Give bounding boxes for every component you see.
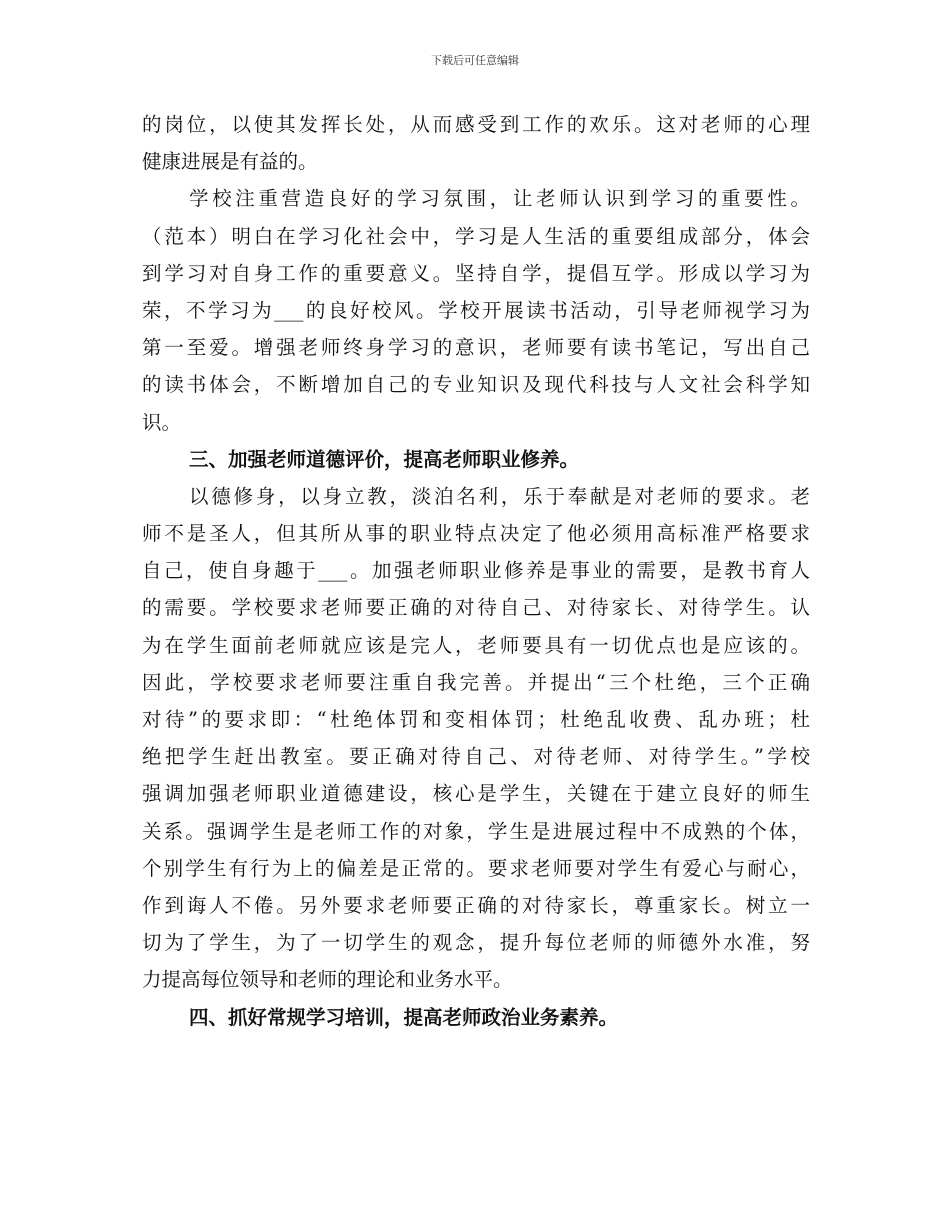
page-header: 下载后可任意编辑 <box>431 54 519 67</box>
text-line: 的读书体会，不断增加自己的专业知识及现代科技与人文社会科学知 <box>142 373 810 397</box>
text-line: 关系。强调学生是老师工作的对象，学生是进展过程中不成熟的个体， <box>142 819 810 843</box>
text-line: 自己，使自身趣于___。加强老师职业修养是事业的需要，是教书育人 <box>142 559 810 583</box>
text-line: 切为了学生，为了一切学生的观念，提升每位老师的师德外水准，努 <box>142 931 810 955</box>
text-line: 荣，不学习为___的良好校风。学校开展读书活动，引导老师视学习为 <box>142 298 810 322</box>
text-line: 以德修身，以身立教，淡泊名利，乐于奉献是对老师的要求。老 <box>189 484 810 508</box>
text-line: 师不是圣人，但其所从事的职业特点决定了他必须用高标准严格要求 <box>142 522 810 546</box>
text-line: 健康进展是有益的。 <box>142 150 318 174</box>
text-line: 作到诲人不倦。另外要求老师要正确的对待家长，尊重家长。树立一 <box>142 893 810 917</box>
document-body <box>142 106 810 1036</box>
text-line: 因此，学校要求老师要注重自我完善。并提出“三个杜绝，三个正确 <box>142 670 810 694</box>
paragraph-2 <box>142 180 810 440</box>
text-line: 个别学生有行为上的偏差是正常的。要求老师要对学生有爱心与耐心， <box>142 856 810 880</box>
text-line: 第一至爱。增强老师终身学习的意识，老师要有读书笔记，写出自己 <box>142 336 810 360</box>
text-line: 学校注重营造良好的学习氛围，让老师认识到学习的重要性。 <box>189 187 810 211</box>
section-heading-3: 三、加强老师道德评价，提高老师职业修养。 <box>189 447 580 471</box>
text-line: 强调加强老师职业道德建设，核心是学生，关键在于建立良好的师生 <box>142 782 810 806</box>
text-line: 识。 <box>142 410 182 434</box>
text-line: 为在学生面前老师就应该是完人，老师要具有一切优点也是应该的。 <box>142 633 810 657</box>
text-line: 对待”的要求即：“杜绝体罚和变相体罚；杜绝乱收费、乱办班；杜 <box>142 708 810 731</box>
text-line: 力提高每位领导和老师的理论和业务水平。 <box>142 968 513 992</box>
text-line: 绝把学生赶出教室。要正确对待自己、对待老师、对待学生。”学校 <box>142 745 810 769</box>
text-line: 的需要。学校要求老师要正确的对待自己、对待家长、对待学生。认 <box>142 596 810 620</box>
text-line: （范本）明白在学习化社会中，学习是人生活的重要组成部分，体会 <box>142 224 810 248</box>
section-heading-4: 四、抓好常规学习培训，提高老师政治业务素养。 <box>189 1005 619 1029</box>
text-line: 的岗位，以使其发挥长处，从而感受到工作的欢乐。这对老师的心理 <box>142 113 810 136</box>
text-line: 到学习对自身工作的重要意义。坚持自学，提倡互学。形成以学习为 <box>142 261 810 285</box>
paragraph-3 <box>142 478 810 999</box>
paragraph-1 <box>142 106 810 180</box>
